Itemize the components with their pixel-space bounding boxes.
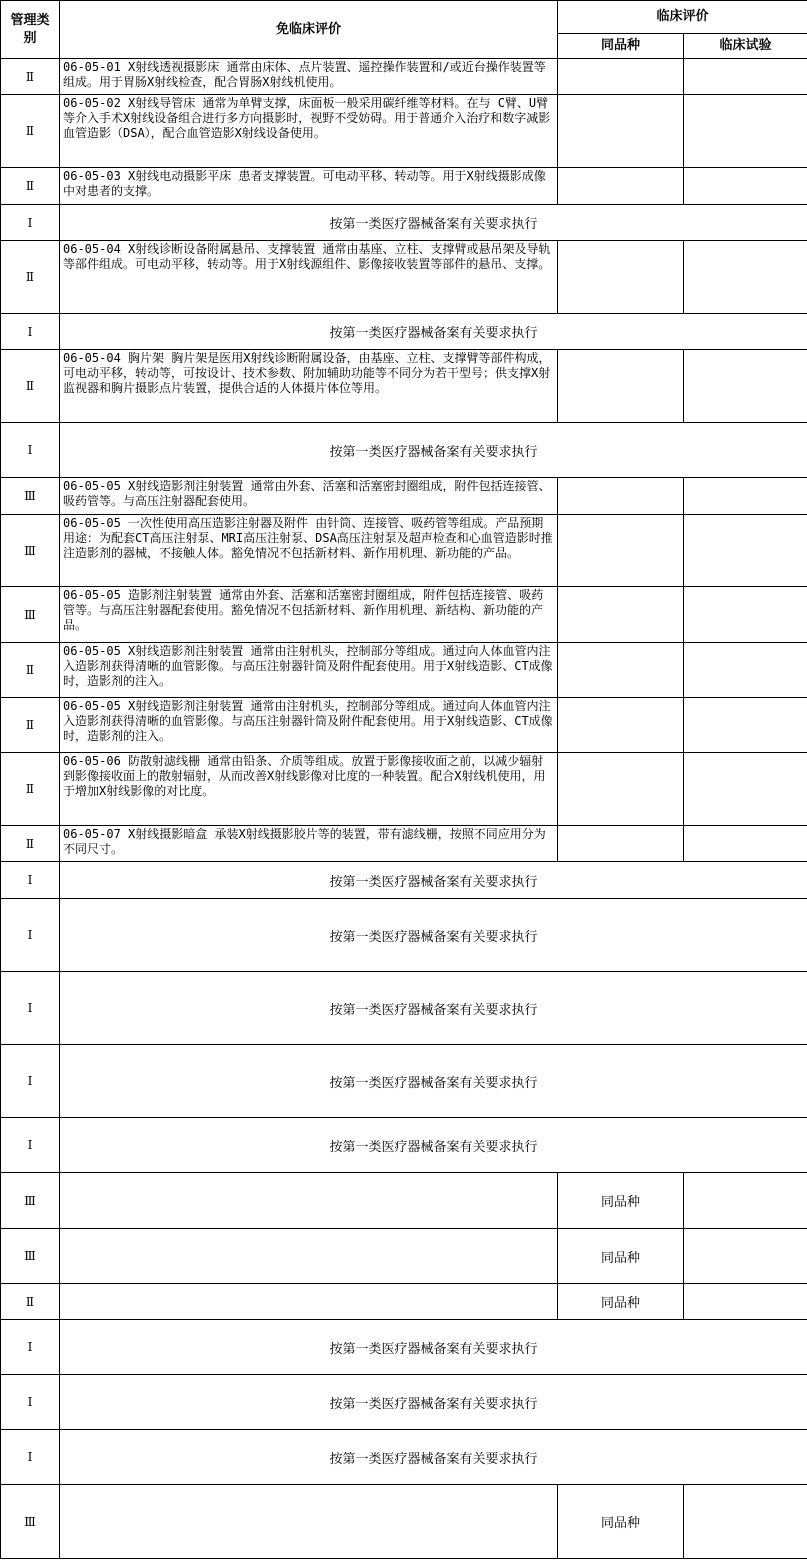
class-cell: Ⅰ	[1, 423, 60, 478]
same-variety-cell	[558, 753, 684, 826]
same-variety-cell	[558, 826, 684, 862]
filing-requirement-cell: 按第一类医疗器械备案有关要求执行	[60, 205, 807, 241]
same-variety-cell	[558, 168, 684, 205]
exempt-description-cell: 06-05-05 X射线造影剂注射装置 通常由注射机头，控制部分等组成。通过向人体血管内注入造影剂获得清晰的血管影像。与高压注射器针筒及附件配套使用。用于X射线造影、CT成像时，造影剂的注入。	[60, 698, 558, 753]
exempt-description-cell: 06-05-04 X射线诊断设备附属悬吊、支撑装置 通常由基座、立柱、支撑臂或悬吊架及导轨等部件组成。可电动平移，转动等。用于X射线源组件、影像接收装置等部件的悬吊、支撑。	[60, 241, 558, 314]
clinical-trial-cell	[684, 643, 807, 698]
class-cell: Ⅱ	[1, 698, 60, 753]
header-same-variety: 同品种	[558, 34, 684, 59]
exempt-description-cell: 06-05-06 防散射滤线栅 通常由铅条、介质等组成。放置于影像接收面之前，以减少辐射到影像接收面上的散射辐射，从而改善X射线影像对比度的一种装置。配合X射线机使用，用于增加X射线影像的对比度。	[60, 753, 558, 826]
table-row	[1, 753, 807, 826]
exempt-description-cell: 06-05-05 X射线造影剂注射装置 通常由外套、活塞和活塞密封圈组成，附件包括连接管、吸药管等。与高压注射器配套使用。	[60, 478, 558, 515]
filing-requirement-cell: 按第一类医疗器械备案有关要求执行	[60, 423, 807, 478]
class-cell: Ⅰ	[1, 1320, 60, 1375]
clinical-trial-cell	[684, 95, 807, 168]
same-variety-cell: 同品种	[558, 1485, 684, 1559]
clinical-trial-cell	[684, 515, 807, 587]
exempt-description-cell: 06-05-05 造影剂注射装置 通常由外套、活塞和活塞密封圈组成，附件包括连接管、吸药管等。与高压注射器配套使用。豁免情况不包括新材料、新作用机理、新结构、新功能的产品。	[60, 587, 558, 643]
table-row	[1, 972, 807, 1045]
table-row	[1, 515, 807, 587]
clinical-trial-cell	[684, 1485, 807, 1559]
table-row	[1, 862, 807, 899]
filing-requirement-cell: 按第一类医疗器械备案有关要求执行	[60, 1118, 807, 1173]
class-cell: Ⅱ	[1, 241, 60, 314]
exempt-description-cell	[60, 1229, 558, 1284]
same-variety-cell	[558, 59, 684, 95]
filing-requirement-cell: 按第一类医疗器械备案有关要求执行	[60, 972, 807, 1045]
class-cell: Ⅰ	[1, 1375, 60, 1430]
clinical-trial-cell	[684, 826, 807, 862]
table-row	[1, 1284, 807, 1320]
table-row	[1, 1118, 807, 1173]
filing-requirement-cell: 按第一类医疗器械备案有关要求执行	[60, 314, 807, 350]
class-cell: Ⅰ	[1, 972, 60, 1045]
clinical-trial-cell	[684, 587, 807, 643]
same-variety-cell: 同品种	[558, 1173, 684, 1229]
filing-requirement-cell: 按第一类医疗器械备案有关要求执行	[60, 899, 807, 972]
table-row	[1, 1229, 807, 1284]
clinical-trial-cell	[684, 1229, 807, 1284]
table-row	[1, 478, 807, 515]
table-row	[1, 1320, 807, 1375]
table-row	[1, 587, 807, 643]
table-row	[1, 241, 807, 314]
same-variety-cell	[558, 241, 684, 314]
class-cell: Ⅲ	[1, 478, 60, 515]
header-clinical-trial: 临床试验	[684, 34, 807, 59]
header-class: 管理类别	[1, 1, 60, 59]
exempt-description-cell: 06-05-02 X射线导管床 通常为单臂支撑，床面板一般采用碳纤维等材料。在与 C臂、U臂等介入手术X射线设备组合进行多方向摄影时，视野不受妨碍。用于普通介入治疗和数字减影血管造影（DSA），配合血管造影X射线设备使用。	[60, 95, 558, 168]
table-row	[1, 350, 807, 423]
class-cell: Ⅱ	[1, 350, 60, 423]
table-row	[1, 95, 807, 168]
clinical-trial-cell	[684, 753, 807, 826]
exempt-description-cell: 06-05-07 X射线摄影暗盒 承装X射线摄影胶片等的装置，带有滤线栅，按照不同应用分为不同尺寸。	[60, 826, 558, 862]
clinical-trial-cell	[684, 59, 807, 95]
same-variety-cell	[558, 350, 684, 423]
class-cell: Ⅱ	[1, 826, 60, 862]
filing-requirement-cell: 按第一类医疗器械备案有关要求执行	[60, 1375, 807, 1430]
class-cell: Ⅰ	[1, 1430, 60, 1485]
clinical-trial-cell	[684, 350, 807, 423]
table-row	[1, 643, 807, 698]
class-cell: Ⅰ	[1, 899, 60, 972]
table-row	[1, 1430, 807, 1485]
class-cell: Ⅱ	[1, 1284, 60, 1320]
exempt-description-cell: 06-05-01 X射线透视摄影床 通常由床体、点片装置、遥控操作装置和/或近台操作装置等组成。用于胃肠X射线检查，配合胃肠X射线机使用。	[60, 59, 558, 95]
table-row	[1, 314, 807, 350]
filing-requirement-cell: 按第一类医疗器械备案有关要求执行	[60, 1045, 807, 1118]
exempt-description-cell: 06-05-04 胸片架 胸片架是医用X射线诊断附属设备，由基座、立柱、支撑臂等部件构成，可电动平移，转动等，可按设计、技术参数、附加辅助功能等不同分为若干型号；供支撑X射监视器和胸片摄影点片装置，提供合适的人体摄片体位等用。	[60, 350, 558, 423]
exempt-description-cell	[60, 1485, 558, 1559]
table-row	[1, 1375, 807, 1430]
exempt-description-cell	[60, 1173, 558, 1229]
filing-requirement-cell: 按第一类医疗器械备案有关要求执行	[60, 1430, 807, 1485]
clinical-trial-cell	[684, 241, 807, 314]
class-cell: Ⅰ	[1, 205, 60, 241]
clinical-trial-cell	[684, 698, 807, 753]
table-row	[1, 1045, 807, 1118]
same-variety-cell	[558, 478, 684, 515]
table-row	[1, 59, 807, 95]
class-cell: Ⅰ	[1, 1045, 60, 1118]
header-clinical: 临床评价	[558, 1, 807, 34]
table-row	[1, 826, 807, 862]
table-row	[1, 698, 807, 753]
clinical-trial-cell	[684, 1173, 807, 1229]
exempt-description-cell	[60, 1284, 558, 1320]
class-cell: Ⅱ	[1, 168, 60, 205]
class-cell: Ⅰ	[1, 314, 60, 350]
same-variety-cell	[558, 95, 684, 168]
exempt-description-cell: 06-05-05 一次性使用高压造影注射器及附件 由针筒、连接管、吸药管等组成。产品预期用途：为配套CT高压注射泵、MRI高压注射泵、DSA高压注射泵及超声检查和心血管造影时推注造影剂的器械，不接触人体。豁免情况不包括新材料、新作用机理、新功能的产品。	[60, 515, 558, 587]
exempt-description-cell: 06-05-05 X射线造影剂注射装置 通常由注射机头，控制部分等组成。通过向人体血管内注入造影剂获得清晰的血管影像。与高压注射器针筒及附件配套使用。用于X射线造影、CT成像时，造影剂的注入。	[60, 643, 558, 698]
class-cell: Ⅰ	[1, 862, 60, 899]
same-variety-cell	[558, 587, 684, 643]
class-cell: Ⅱ	[1, 59, 60, 95]
class-cell: Ⅱ	[1, 753, 60, 826]
table-row	[1, 423, 807, 478]
clinical-trial-cell	[684, 1284, 807, 1320]
table-row	[1, 1173, 807, 1229]
filing-requirement-cell: 按第一类医疗器械备案有关要求执行	[60, 862, 807, 899]
class-cell: Ⅲ	[1, 587, 60, 643]
same-variety-cell	[558, 643, 684, 698]
table-row	[1, 168, 807, 205]
exempt-description-cell: 06-05-03 X射线电动摄影平床 患者支撑装置。可电动平移、转动等。用于X射线摄影成像中对患者的支撑。	[60, 168, 558, 205]
class-cell: Ⅲ	[1, 1173, 60, 1229]
class-cell: Ⅲ	[1, 1485, 60, 1559]
same-variety-cell: 同品种	[558, 1284, 684, 1320]
table-row	[1, 1485, 807, 1559]
same-variety-cell	[558, 515, 684, 587]
table-row	[1, 899, 807, 972]
class-cell: Ⅱ	[1, 643, 60, 698]
table-row	[1, 205, 807, 241]
class-cell: Ⅲ	[1, 1229, 60, 1284]
same-variety-cell: 同品种	[558, 1229, 684, 1284]
header-exempt: 免临床评价	[60, 1, 558, 59]
filing-requirement-cell: 按第一类医疗器械备案有关要求执行	[60, 1320, 807, 1375]
clinical-trial-cell	[684, 168, 807, 205]
class-cell: Ⅰ	[1, 1118, 60, 1173]
class-cell: Ⅲ	[1, 515, 60, 587]
same-variety-cell	[558, 698, 684, 753]
clinical-trial-cell	[684, 478, 807, 515]
class-cell: Ⅱ	[1, 95, 60, 168]
